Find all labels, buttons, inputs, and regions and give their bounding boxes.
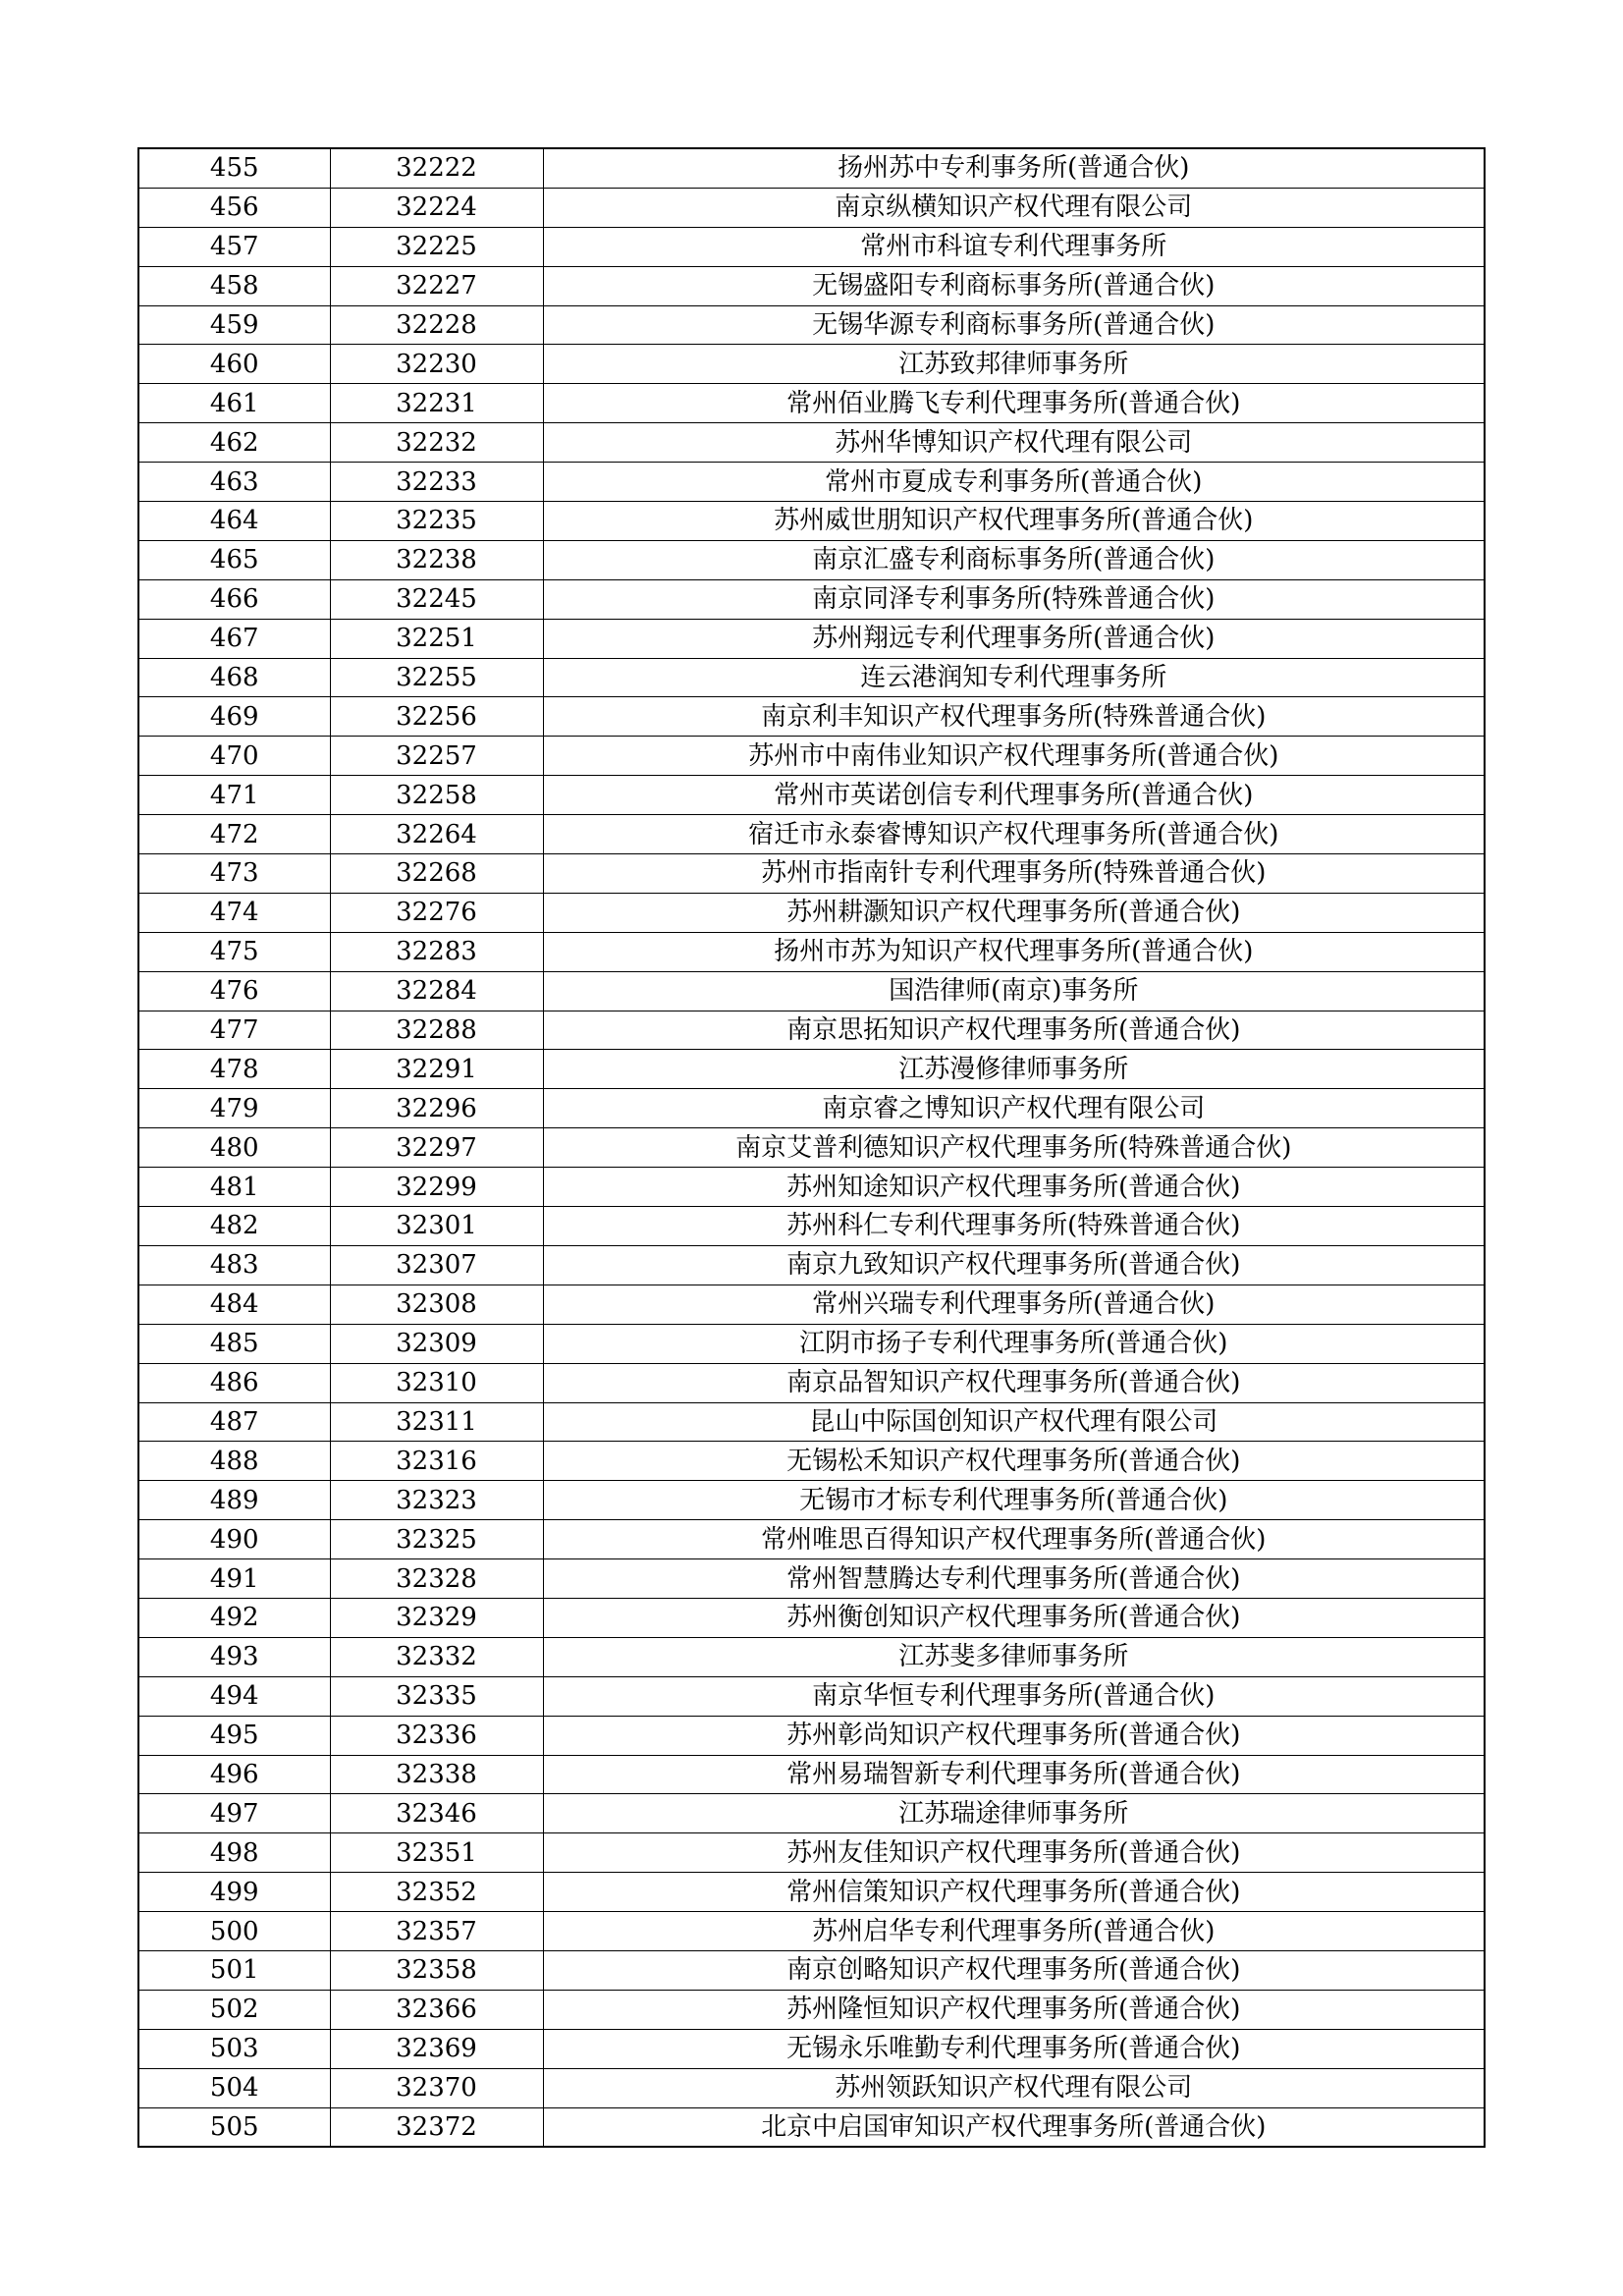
code-cell: 32235 bbox=[330, 502, 543, 541]
seq-cell: 480 bbox=[138, 1128, 330, 1168]
table-row bbox=[138, 2107, 1485, 2147]
table-row bbox=[138, 1990, 1485, 2029]
agency-name-cell: 苏州耕灏知识产权代理事务所(普通合伙) bbox=[543, 893, 1485, 932]
table-row bbox=[138, 1324, 1485, 1363]
seq-cell: 463 bbox=[138, 463, 330, 502]
table-row bbox=[138, 1950, 1485, 1990]
seq-cell: 481 bbox=[138, 1168, 330, 1207]
code-cell: 32325 bbox=[330, 1520, 543, 1559]
seq-cell: 490 bbox=[138, 1520, 330, 1559]
seq-cell: 503 bbox=[138, 2029, 330, 2068]
code-cell: 32228 bbox=[330, 305, 543, 345]
agency-name-cell: 无锡华源专利商标事务所(普通合伙) bbox=[543, 305, 1485, 345]
table-row bbox=[138, 776, 1485, 815]
seq-cell: 465 bbox=[138, 540, 330, 579]
seq-cell: 504 bbox=[138, 2068, 330, 2107]
seq-cell: 495 bbox=[138, 1716, 330, 1755]
code-cell: 32366 bbox=[330, 1990, 543, 2029]
seq-cell: 483 bbox=[138, 1245, 330, 1285]
table-row bbox=[138, 697, 1485, 737]
code-cell: 32338 bbox=[330, 1755, 543, 1794]
code-cell: 32357 bbox=[330, 1912, 543, 1951]
agency-name-cell: 苏州翔远专利代理事务所(普通合伙) bbox=[543, 619, 1485, 658]
agency-name-cell: 南京艾普利德知识产权代理事务所(特殊普通合伙) bbox=[543, 1128, 1485, 1168]
agency-name-cell: 苏州领跃知识产权代理有限公司 bbox=[543, 2068, 1485, 2107]
agency-name-cell: 苏州彰尚知识产权代理事务所(普通合伙) bbox=[543, 1716, 1485, 1755]
table-row bbox=[138, 305, 1485, 345]
code-cell: 32351 bbox=[330, 1833, 543, 1873]
seq-cell: 491 bbox=[138, 1559, 330, 1599]
table-row bbox=[138, 1050, 1485, 1089]
seq-cell: 468 bbox=[138, 658, 330, 697]
code-cell: 32231 bbox=[330, 384, 543, 423]
table-row bbox=[138, 1755, 1485, 1794]
seq-cell: 489 bbox=[138, 1481, 330, 1520]
agency-name-cell: 无锡松禾知识产权代理事务所(普通合伙) bbox=[543, 1442, 1485, 1481]
code-cell: 32369 bbox=[330, 2029, 543, 2068]
agency-name-cell: 南京九致知识产权代理事务所(普通合伙) bbox=[543, 1245, 1485, 1285]
agency-name-cell: 江苏致邦律师事务所 bbox=[543, 345, 1485, 384]
code-cell: 32268 bbox=[330, 854, 543, 894]
table-row bbox=[138, 502, 1485, 541]
code-cell: 32370 bbox=[330, 2068, 543, 2107]
seq-cell: 476 bbox=[138, 971, 330, 1011]
agency-name-cell: 江苏漫修律师事务所 bbox=[543, 1050, 1485, 1089]
table-row bbox=[138, 971, 1485, 1011]
seq-cell: 492 bbox=[138, 1598, 330, 1637]
agency-name-cell: 常州市夏成专利事务所(普通合伙) bbox=[543, 463, 1485, 502]
table-row bbox=[138, 932, 1485, 971]
seq-cell: 456 bbox=[138, 188, 330, 227]
seq-cell: 493 bbox=[138, 1637, 330, 1676]
seq-cell: 471 bbox=[138, 776, 330, 815]
table-row bbox=[138, 815, 1485, 854]
table-row bbox=[138, 148, 1485, 188]
agency-name-cell: 南京同泽专利事务所(特殊普通合伙) bbox=[543, 579, 1485, 619]
table-row bbox=[138, 1128, 1485, 1168]
agency-name-cell: 北京中启国审知识产权代理事务所(普通合伙) bbox=[543, 2107, 1485, 2147]
code-cell: 32256 bbox=[330, 697, 543, 737]
code-cell: 32225 bbox=[330, 227, 543, 266]
seq-cell: 496 bbox=[138, 1755, 330, 1794]
seq-cell: 460 bbox=[138, 345, 330, 384]
table-row bbox=[138, 1207, 1485, 1246]
seq-cell: 482 bbox=[138, 1207, 330, 1246]
code-cell: 32309 bbox=[330, 1324, 543, 1363]
table-row bbox=[138, 1245, 1485, 1285]
table-row bbox=[138, 619, 1485, 658]
agency-name-cell: 南京思拓知识产权代理事务所(普通合伙) bbox=[543, 1011, 1485, 1050]
table-row bbox=[138, 1168, 1485, 1207]
agency-name-cell: 南京利丰知识产权代理事务所(特殊普通合伙) bbox=[543, 697, 1485, 737]
agency-name-cell: 苏州启华专利代理事务所(普通合伙) bbox=[543, 1912, 1485, 1951]
seq-cell: 487 bbox=[138, 1402, 330, 1442]
code-cell: 32297 bbox=[330, 1128, 543, 1168]
agency-name-cell: 南京汇盛专利商标事务所(普通合伙) bbox=[543, 540, 1485, 579]
table-row bbox=[138, 1637, 1485, 1676]
seq-cell: 466 bbox=[138, 579, 330, 619]
agency-name-cell: 苏州知途知识产权代理事务所(普通合伙) bbox=[543, 1168, 1485, 1207]
seq-cell: 478 bbox=[138, 1050, 330, 1089]
agency-name-cell: 江苏斐多律师事务所 bbox=[543, 1637, 1485, 1676]
agency-name-cell: 无锡盛阳专利商标事务所(普通合伙) bbox=[543, 266, 1485, 305]
code-cell: 32245 bbox=[330, 579, 543, 619]
seq-cell: 472 bbox=[138, 815, 330, 854]
agency-name-cell: 连云港润知专利代理事务所 bbox=[543, 658, 1485, 697]
agency-name-cell: 苏州友佳知识产权代理事务所(普通合伙) bbox=[543, 1833, 1485, 1873]
table-row bbox=[138, 2029, 1485, 2068]
table-row bbox=[138, 540, 1485, 579]
code-cell: 32308 bbox=[330, 1285, 543, 1324]
seq-cell: 484 bbox=[138, 1285, 330, 1324]
code-cell: 32307 bbox=[330, 1245, 543, 1285]
table-row bbox=[138, 1285, 1485, 1324]
agency-name-cell: 南京纵横知识产权代理有限公司 bbox=[543, 188, 1485, 227]
agency-name-cell: 苏州衡创知识产权代理事务所(普通合伙) bbox=[543, 1598, 1485, 1637]
table-row bbox=[138, 1912, 1485, 1951]
seq-cell: 479 bbox=[138, 1089, 330, 1128]
code-cell: 32336 bbox=[330, 1716, 543, 1755]
agency-name-cell: 苏州华博知识产权代理有限公司 bbox=[543, 423, 1485, 463]
seq-cell: 455 bbox=[138, 148, 330, 188]
code-cell: 32224 bbox=[330, 188, 543, 227]
agency-name-cell: 昆山中际国创知识产权代理有限公司 bbox=[543, 1402, 1485, 1442]
table-row bbox=[138, 737, 1485, 776]
table-row bbox=[138, 1402, 1485, 1442]
code-cell: 32255 bbox=[330, 658, 543, 697]
seq-cell: 498 bbox=[138, 1833, 330, 1873]
seq-cell: 470 bbox=[138, 737, 330, 776]
seq-cell: 488 bbox=[138, 1442, 330, 1481]
table-row bbox=[138, 1481, 1485, 1520]
agency-name-cell: 南京睿之博知识产权代理有限公司 bbox=[543, 1089, 1485, 1128]
seq-cell: 464 bbox=[138, 502, 330, 541]
seq-cell: 475 bbox=[138, 932, 330, 971]
code-cell: 32296 bbox=[330, 1089, 543, 1128]
agency-name-cell: 苏州威世朋知识产权代理事务所(普通合伙) bbox=[543, 502, 1485, 541]
table-row bbox=[138, 2068, 1485, 2107]
agency-name-cell: 宿迁市永泰睿博知识产权代理事务所(普通合伙) bbox=[543, 815, 1485, 854]
code-cell: 32332 bbox=[330, 1637, 543, 1676]
code-cell: 32316 bbox=[330, 1442, 543, 1481]
table-row bbox=[138, 423, 1485, 463]
seq-cell: 501 bbox=[138, 1950, 330, 1990]
seq-cell: 469 bbox=[138, 697, 330, 737]
table-row bbox=[138, 1089, 1485, 1128]
table-row bbox=[138, 1676, 1485, 1716]
code-cell: 32288 bbox=[330, 1011, 543, 1050]
table-row bbox=[138, 463, 1485, 502]
code-cell: 32335 bbox=[330, 1676, 543, 1716]
code-cell: 32264 bbox=[330, 815, 543, 854]
seq-cell: 477 bbox=[138, 1011, 330, 1050]
code-cell: 32258 bbox=[330, 776, 543, 815]
code-cell: 32310 bbox=[330, 1363, 543, 1402]
seq-cell: 457 bbox=[138, 227, 330, 266]
code-cell: 32358 bbox=[330, 1950, 543, 1990]
agency-name-cell: 常州兴瑞专利代理事务所(普通合伙) bbox=[543, 1285, 1485, 1324]
table-row bbox=[138, 1363, 1485, 1402]
agency-name-cell: 扬州市苏为知识产权代理事务所(普通合伙) bbox=[543, 932, 1485, 971]
table-row bbox=[138, 1442, 1485, 1481]
seq-cell: 502 bbox=[138, 1990, 330, 2029]
code-cell: 32227 bbox=[330, 266, 543, 305]
seq-cell: 473 bbox=[138, 854, 330, 894]
table-row bbox=[138, 1598, 1485, 1637]
seq-cell: 497 bbox=[138, 1794, 330, 1833]
table-row bbox=[138, 1794, 1485, 1833]
seq-cell: 459 bbox=[138, 305, 330, 345]
code-cell: 32230 bbox=[330, 345, 543, 384]
seq-cell: 486 bbox=[138, 1363, 330, 1402]
seq-cell: 458 bbox=[138, 266, 330, 305]
agency-table bbox=[137, 147, 1486, 2148]
code-cell: 32233 bbox=[330, 463, 543, 502]
agency-name-cell: 苏州隆恒知识产权代理事务所(普通合伙) bbox=[543, 1990, 1485, 2029]
table-row bbox=[138, 384, 1485, 423]
code-cell: 32352 bbox=[330, 1873, 543, 1912]
agency-name-cell: 常州市科谊专利代理事务所 bbox=[543, 227, 1485, 266]
table-row bbox=[138, 893, 1485, 932]
code-cell: 32283 bbox=[330, 932, 543, 971]
table-row bbox=[138, 658, 1485, 697]
code-cell: 32257 bbox=[330, 737, 543, 776]
agency-name-cell: 常州信策知识产权代理事务所(普通合伙) bbox=[543, 1873, 1485, 1912]
table-row bbox=[138, 1873, 1485, 1912]
agency-name-cell: 苏州市中南伟业知识产权代理事务所(普通合伙) bbox=[543, 737, 1485, 776]
agency-name-cell: 南京华恒专利代理事务所(普通合伙) bbox=[543, 1676, 1485, 1716]
agency-name-cell: 扬州苏中专利事务所(普通合伙) bbox=[543, 148, 1485, 188]
table-row bbox=[138, 1833, 1485, 1873]
code-cell: 32372 bbox=[330, 2107, 543, 2147]
code-cell: 32232 bbox=[330, 423, 543, 463]
agency-name-cell: 常州唯思百得知识产权代理事务所(普通合伙) bbox=[543, 1520, 1485, 1559]
agency-name-cell: 常州市英诺创信专利代理事务所(普通合伙) bbox=[543, 776, 1485, 815]
table-row bbox=[138, 1559, 1485, 1599]
table-row bbox=[138, 266, 1485, 305]
code-cell: 32291 bbox=[330, 1050, 543, 1089]
seq-cell: 467 bbox=[138, 619, 330, 658]
seq-cell: 494 bbox=[138, 1676, 330, 1716]
table-row bbox=[138, 1520, 1485, 1559]
agency-name-cell: 苏州科仁专利代理事务所(特殊普通合伙) bbox=[543, 1207, 1485, 1246]
agency-name-cell: 南京创略知识产权代理事务所(普通合伙) bbox=[543, 1950, 1485, 1990]
seq-cell: 499 bbox=[138, 1873, 330, 1912]
agency-table-body bbox=[138, 148, 1485, 2147]
seq-cell: 485 bbox=[138, 1324, 330, 1363]
agency-name-cell: 无锡市才标专利代理事务所(普通合伙) bbox=[543, 1481, 1485, 1520]
code-cell: 32238 bbox=[330, 540, 543, 579]
table-row bbox=[138, 227, 1485, 266]
table-row bbox=[138, 345, 1485, 384]
code-cell: 32276 bbox=[330, 893, 543, 932]
agency-name-cell: 江苏瑞途律师事务所 bbox=[543, 1794, 1485, 1833]
table-row bbox=[138, 1716, 1485, 1755]
table-row bbox=[138, 854, 1485, 894]
agency-name-cell: 苏州市指南针专利代理事务所(特殊普通合伙) bbox=[543, 854, 1485, 894]
agency-name-cell: 常州易瑞智新专利代理事务所(普通合伙) bbox=[543, 1755, 1485, 1794]
code-cell: 32301 bbox=[330, 1207, 543, 1246]
code-cell: 32222 bbox=[330, 148, 543, 188]
table-row bbox=[138, 188, 1485, 227]
agency-name-cell: 国浩律师(南京)事务所 bbox=[543, 971, 1485, 1011]
table-row bbox=[138, 1011, 1485, 1050]
code-cell: 32251 bbox=[330, 619, 543, 658]
code-cell: 32284 bbox=[330, 971, 543, 1011]
agency-name-cell: 江阴市扬子专利代理事务所(普通合伙) bbox=[543, 1324, 1485, 1363]
agency-name-cell: 常州佰业腾飞专利代理事务所(普通合伙) bbox=[543, 384, 1485, 423]
seq-cell: 500 bbox=[138, 1912, 330, 1951]
agency-name-cell: 南京品智知识产权代理事务所(普通合伙) bbox=[543, 1363, 1485, 1402]
agency-name-cell: 无锡永乐唯勤专利代理事务所(普通合伙) bbox=[543, 2029, 1485, 2068]
seq-cell: 461 bbox=[138, 384, 330, 423]
code-cell: 32329 bbox=[330, 1598, 543, 1637]
code-cell: 32311 bbox=[330, 1402, 543, 1442]
code-cell: 32299 bbox=[330, 1168, 543, 1207]
seq-cell: 474 bbox=[138, 893, 330, 932]
code-cell: 32346 bbox=[330, 1794, 543, 1833]
seq-cell: 462 bbox=[138, 423, 330, 463]
agency-name-cell: 常州智慧腾达专利代理事务所(普通合伙) bbox=[543, 1559, 1485, 1599]
table-row bbox=[138, 579, 1485, 619]
seq-cell: 505 bbox=[138, 2107, 330, 2147]
code-cell: 32323 bbox=[330, 1481, 543, 1520]
code-cell: 32328 bbox=[330, 1559, 543, 1599]
